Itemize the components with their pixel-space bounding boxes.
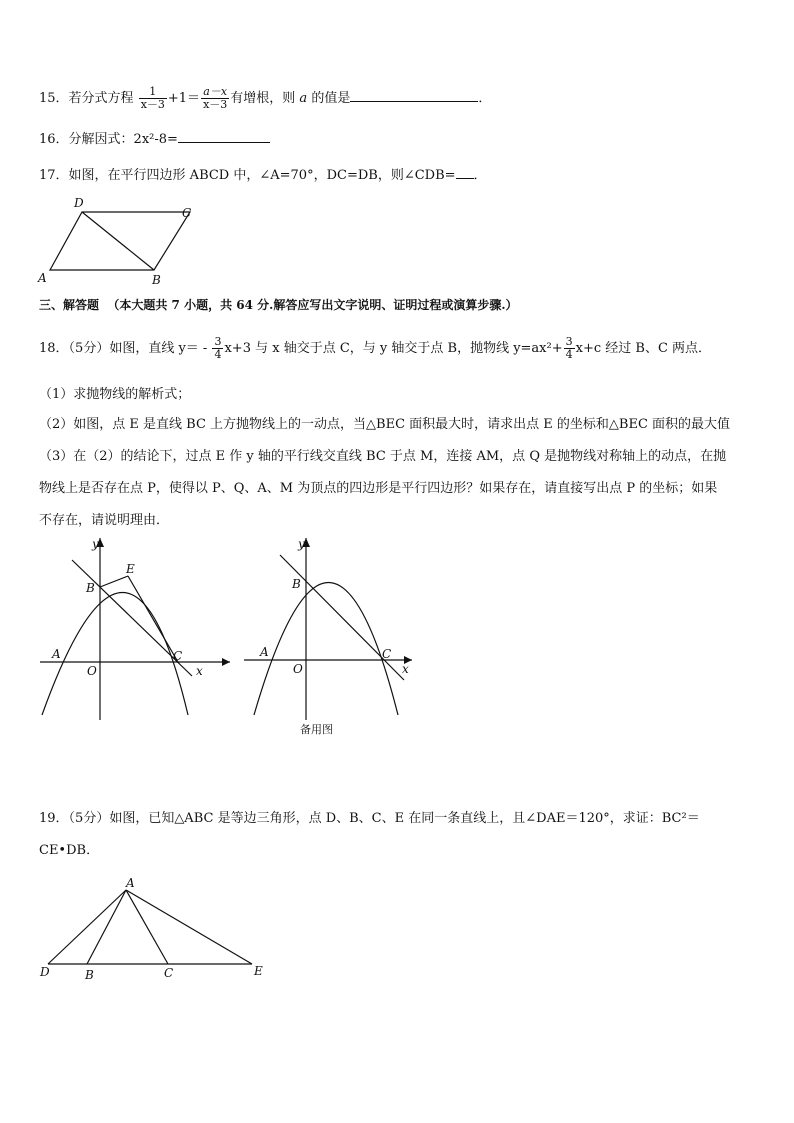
label-a: A: [52, 647, 61, 661]
parabola: [42, 593, 188, 716]
label-x: x: [196, 664, 203, 678]
segment-ab: [87, 890, 126, 964]
figure-caption: 备用图: [300, 723, 333, 736]
label-o: O: [293, 662, 303, 676]
segment-ae: [126, 890, 252, 964]
label-b: B: [152, 273, 161, 287]
section-3-header: 三、解答题 （本大题共 7 小题，共 64 分.解答应写出文字说明、证明过程或演算步骤.）: [39, 298, 518, 312]
parabola: [254, 583, 398, 716]
label-c: C: [182, 206, 192, 220]
label-a: A: [126, 876, 135, 890]
label-c: C: [164, 966, 174, 980]
label-a: A: [260, 645, 269, 659]
triangle-figure: [30, 872, 280, 987]
x-axis-arrow: [222, 658, 230, 666]
question-19-line-2: CE•DB．: [39, 843, 100, 858]
diagonal-db: [82, 212, 154, 270]
parallelogram-figure: [30, 192, 210, 292]
fraction-2: $\frac{a-x}{x-3}$: [203, 85, 228, 111]
fraction-1: $\frac{1}{x-3}$: [140, 85, 165, 111]
question-17: 17．如图，在平行四边形 ABCD 中，∠A=70°，DC=DB，则∠CDB= ．: [39, 168, 487, 183]
answer-blank[interactable]: [350, 89, 478, 102]
label-d: D: [40, 965, 50, 979]
parabola-figure-2: [236, 530, 436, 740]
question-18-part-3-line-3: 不存在，请说明理由．: [39, 513, 170, 528]
label-d: D: [74, 196, 84, 210]
question-18-part-1: （1）求抛物线的解析式；: [39, 387, 191, 402]
fraction-3-4: $\frac{3}{4}$: [214, 335, 222, 361]
fraction-3-4: $\frac{3}{4}$: [565, 335, 573, 361]
label-x: x: [402, 662, 409, 676]
label-b: B: [86, 581, 95, 595]
label-y: y: [298, 537, 305, 551]
question-19-line-1: 19．（5分）如图，已知△ABC 是等边三角形，点 D、B、C、E 在同一条直线上，且∠DAE＝120°，求证：BC²＝: [39, 811, 700, 826]
answer-blank[interactable]: [456, 166, 474, 179]
label-c: C: [382, 647, 392, 661]
question-16: 16．分解因式：2x²-8=: [39, 130, 270, 149]
parabola-figure-1: [30, 530, 230, 730]
label-a: A: [38, 271, 47, 285]
question-18-part-3-line-1: （3）在（2）的结论下，过点 E 作 y 轴的平行线交直线 BC 于点 M，连接 AM，点 Q 是抛物线对称轴上的动点，在抛: [39, 449, 727, 464]
label-b: B: [85, 968, 94, 982]
label-e: E: [126, 562, 135, 576]
segment-ad: [48, 890, 126, 964]
question-15: 15．若分式方程 $\frac{1}{x-3}$ +1＝ $\frac{a-x}{x-3}$ 有增根，则 a 的值是 ．: [39, 85, 492, 111]
label-e: E: [254, 964, 263, 978]
parallelogram-abcd: [50, 212, 190, 270]
label-b: B: [292, 577, 301, 591]
label-c: C: [173, 649, 183, 663]
question-18-stem: 18．（5分）如图，直线 y＝ - $\frac{3}{4}$ x+3 与 x 轴交于点 C，与 y 轴交于点 B，抛物线 y=ax²+ $\frac{3}{4}$ x+c 经过 B、C 两点．: [39, 335, 712, 361]
label-y: y: [92, 537, 99, 551]
segment-ac: [126, 890, 168, 964]
question-18-part-3-line-2: 物线上是否存在点 P，使得以 P、Q、A、M 为顶点的四边形是平行四边形？如果存在，请直接写出点 P 的坐标；如果: [39, 481, 718, 496]
question-18-part-2: （2）如图，点 E 是直线 BC 上方抛物线上的一动点，当△BEC 面积最大时，请求出点 E 的坐标和△BEC 面积的最大值: [39, 417, 731, 432]
answer-blank[interactable]: [178, 130, 270, 143]
label-o: O: [87, 664, 97, 678]
segment-ec: [128, 576, 178, 662]
segment-be: [100, 576, 128, 587]
